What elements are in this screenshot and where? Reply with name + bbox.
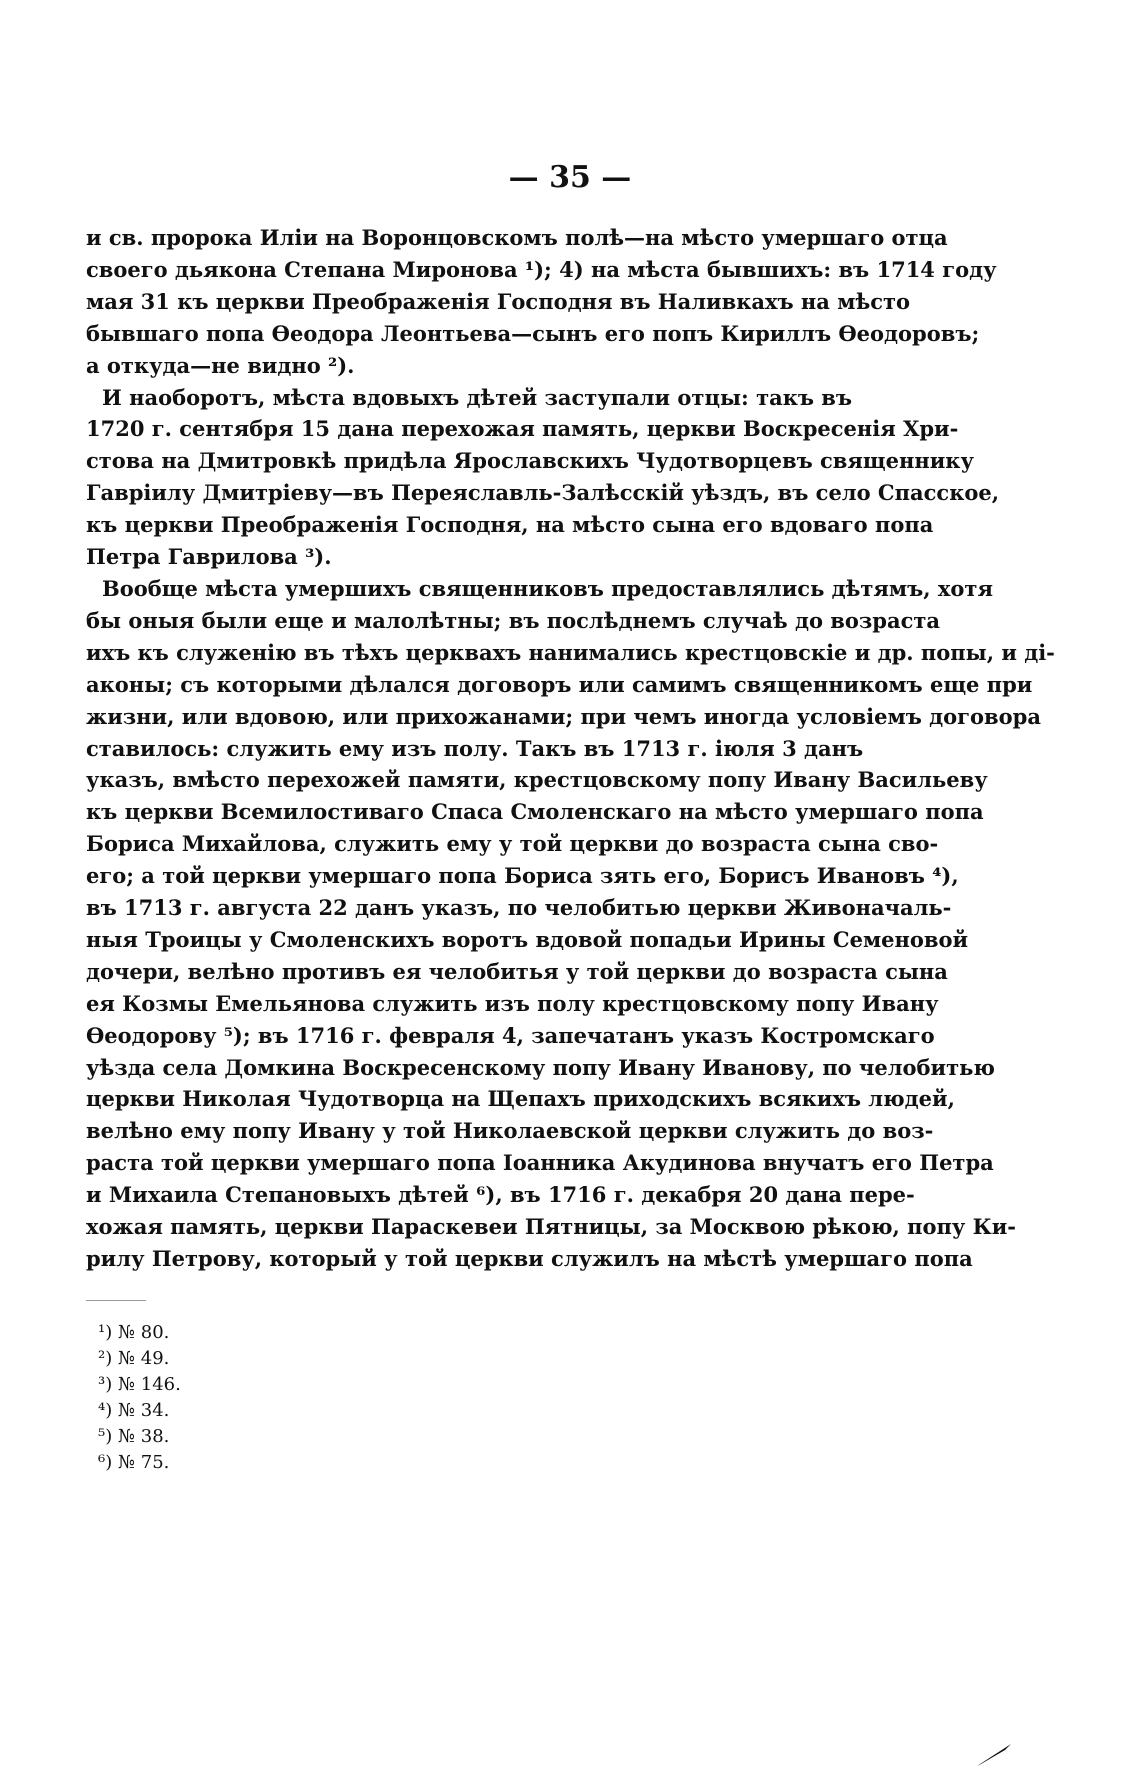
footnote	[98, 1320, 181, 1346]
footnote-text: № 75.	[117, 1452, 170, 1473]
text-line: и Михаила Степановыхъ дѣтей ⁶), въ 1716 г. декабря 20 дана пере-	[86, 1182, 915, 1208]
text-line: Гавріилу Дмитріеву—въ Переяславль-Залѣсскій уѣздъ, въ село Спасское,	[86, 480, 1000, 506]
text-line: стова на Дмитровкѣ придѣла Ярославскихъ Чудотворцевъ священнику	[86, 448, 974, 474]
footnote-mark: ⁴)	[98, 1400, 113, 1421]
text-line: ставилось: служить ему изъ полу. Такъ въ 1713 г. іюля 3 данъ	[86, 735, 864, 761]
text-line: бы оныя были еще и малолѣтны; въ послѣднемъ случаѣ до возраста	[86, 607, 940, 633]
text-line: жизни, или вдовою, или прихожанами; при чемъ иногда условіемъ договора	[86, 703, 1041, 729]
text-line: велѣно ему попу Ивану у той Николаевской церкви служить до воз-	[86, 1118, 934, 1144]
footnote	[98, 1424, 181, 1450]
footnote	[98, 1450, 181, 1476]
footnote-divider	[86, 1300, 146, 1301]
footnote-mark: ³)	[98, 1374, 113, 1395]
text-line: дочери, велѣно противъ ея челобитья у той церкви до возраста сына	[86, 958, 948, 984]
text-line: ныя Троицы у Смоленскихъ воротъ вдовой попадьи Ирины Семеновой	[86, 926, 969, 952]
text-line: И наоборотъ, мѣста вдовыхъ дѣтей заступали отцы: такъ въ	[102, 384, 852, 410]
text-line: ея Козмы Емельянова служить изъ полу крестцовскому попу Ивану	[86, 990, 939, 1016]
text-line: Бориса Михайлова, служить ему у той церкви до возраста сына сво-	[86, 831, 939, 857]
footnote-text: № 34.	[117, 1400, 170, 1421]
footnote-text: № 80.	[117, 1322, 170, 1343]
text-line: его; а той церкви умершаго попа Бориса зять его, Борисъ Ивановъ ⁴),	[86, 863, 959, 889]
text-line: рилу Петрову, который у той церкви служилъ на мѣстѣ умершаго попа	[86, 1246, 973, 1271]
text-line: Ѳеодорову ⁵); въ 1716 г. февраля 4, запечатанъ указъ Костромскаго	[86, 1022, 935, 1048]
footnote-mark: ¹)	[98, 1322, 113, 1343]
footnotes	[98, 1320, 181, 1476]
text-line: раста той церкви умершаго попа Іоанника Акудинова внучатъ его Петра	[86, 1150, 994, 1176]
text-line: къ церкви Всемилостиваго Спаса Смоленскаго на мѣсто умершаго попа	[86, 799, 984, 825]
text-line: указъ, вмѣсто перехожей памяти, крестцовскому попу Ивану Васильеву	[86, 767, 988, 793]
footnote-mark: ⁶)	[98, 1452, 113, 1473]
text-line: ихъ къ служенію въ тѣхъ церквахъ нанимались крестцовскіе и др. попы, и ді-	[86, 639, 1055, 665]
text-line: въ 1713 г. августа 22 данъ указъ, по челобитью церкви Живоначаль-	[86, 895, 952, 921]
text-line: Вообще мѣста умершихъ священниковъ предоставлялись дѣтямъ, хотя	[102, 575, 993, 601]
footnote	[98, 1346, 181, 1372]
main-text	[86, 222, 1055, 1275]
footnote-text: № 38.	[117, 1426, 170, 1447]
text-line: своего дьякона Степана Миронова ¹); 4) на мѣста бывшихъ: въ 1714 году	[86, 256, 997, 282]
text-line: къ церкви Преображенія Господня, на мѣсто сына его вдоваго попа	[86, 512, 934, 538]
footnote-mark: ²)	[98, 1348, 113, 1369]
text-line: а откуда—не видно ²).	[86, 352, 355, 378]
text-line: и св. пророка Иліи на Воронцовскомъ полѣ—на мѣсто умершаго отца	[86, 225, 948, 250]
text-line: 1720 г. сентября 15 дана перехожая память, церкви Воскресенія Хри-	[86, 416, 959, 442]
page-number: — 35 —	[508, 160, 632, 195]
footnote-text: № 49.	[117, 1348, 170, 1369]
text-line: хожая память, церкви Параскевеи Пятницы, за Москвою рѣкою, попу Ки-	[86, 1214, 1016, 1240]
text-line: Петра Гаврилова ³).	[86, 544, 332, 570]
footnote-text: № 146.	[117, 1374, 181, 1395]
footnote	[98, 1398, 181, 1424]
pen-mark-icon	[975, 1740, 1015, 1770]
text-line: аконы; съ которыми дѣлался договоръ или самимъ священникомъ еще при	[86, 671, 1033, 697]
text-line: бывшаго попа Ѳеодора Леонтьева—сынъ его попъ Кириллъ Ѳеодоровъ;	[86, 320, 980, 346]
footnote	[98, 1372, 181, 1398]
footnote-mark: ⁵)	[98, 1426, 113, 1447]
text-line: уѣзда села Домкина Воскресенскому попу Ивану Иванову, по челобитью	[86, 1054, 995, 1080]
text-line: церкви Николая Чудотворца на Щепахъ приходскихъ всякихъ людей,	[86, 1086, 955, 1112]
text-line: мая 31 къ церкви Преображенія Господня въ Наливкахъ на мѣсто	[86, 288, 911, 314]
